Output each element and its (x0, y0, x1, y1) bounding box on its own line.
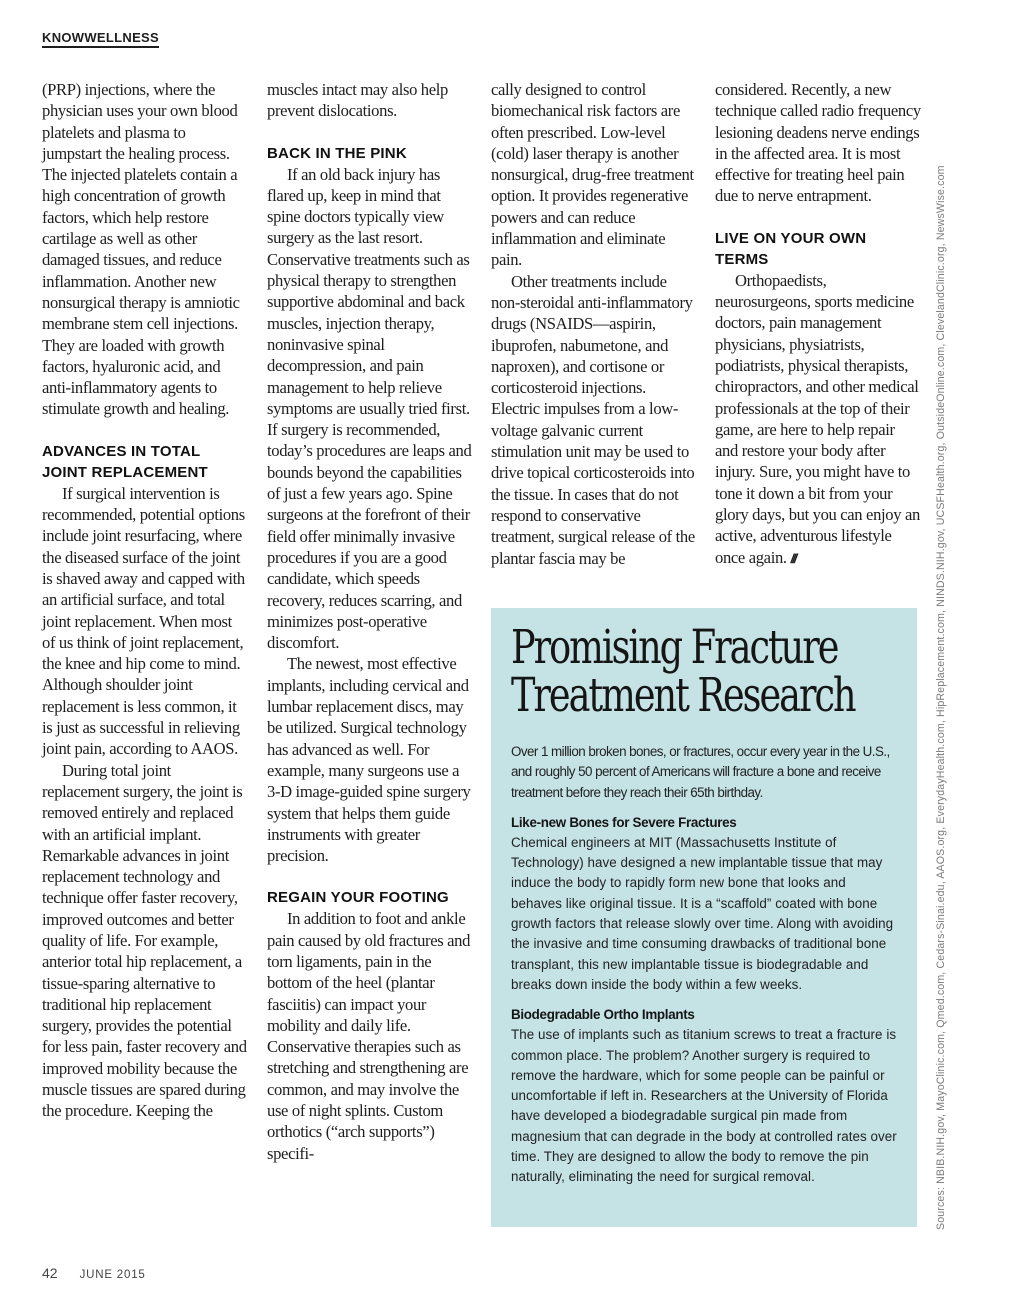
col2-paragraph-3: The newest, most effective implants, including cervical and lumbar replacement discs, may be utilized. Surgical technology has advanced as well. For example, many surgeons use a 3-D image-guided spine surgery system that helps them guide instruments with greater precision. (267, 654, 471, 866)
col1-paragraph-1: (PRP) injections, where the physician uses your own blood platelets and plasma to jumpstart the healing process. The injected platelets contain a high concentration of growth factors, which help restore cartilage as well as other damaged tissues, and reduce inflammation. Another new nonsurgical therapy is amniotic membrane stem cell injections. They are loaded with growth factors, hyaluronic acid, and anti-inflammatory agents to stimulate growth and healing. (42, 80, 240, 419)
col2-paragraph-1: muscles intact may also help prevent dislocations. (267, 80, 448, 121)
sidebar-paragraph-1: Chemical engineers at MIT (Massachusetts Institute of Technology) have designed a new implantable tissue that may induce the body to rapidly form new bone that looks and behaves like original tissue. It is a “scaffold” coated with bone growth factors that release slowly over time. Along with avoiding the invasive and time consuming drawbacks of traditional bone transplant, this new implantable tissue is biodegradable and breaks down inside the body within a few weeks. (511, 834, 894, 992)
col3-paragraph-2: Other treatments include non-steroidal anti-inflammatory drugs (NSAIDS—aspirin, ibuprofen, nabumetone, and naproxen), and cortisone or corticosteroid injections. Electric impulses from a low-voltage galvanic current stimulation unit may be used to drive topical corticosteroids into the tissue. In cases that do not respond to conservative treatment, surgical release of the plantar fascia may be (491, 271, 695, 568)
sources-credit: Sources: NBIB.NIH.gov, MayoClinic.com, Qmed.com, Cedars-Sinai.edu, AAOS.org, EverydayHealth.com, HipReplacement.com, NINDS.NIH.gov, UCSFHealth.org, OutsideOnline.com, ClevelandClinic.org, NewsWise.com (935, 165, 947, 1230)
page-footer (42, 1265, 146, 1283)
sidebar-paragraph-2: The use of implants such as titanium screws to treat a fracture is common place. The problem? Another surgery is required to remove the hardware, which for some people can be painful or uncomfortable if left in. Researchers at the University of Florida have developed a biodegradable surgical pin made from magnesium that can degrade in the body at controlled rates over time. They are designed to allow the body to remove the pin naturally, eliminating the need for surgical removal. (511, 1027, 897, 1185)
article-column-3 (491, 79, 697, 569)
article-column-1 (42, 79, 248, 1122)
fracture-research-sidebar (491, 608, 917, 1227)
sidebar-title-line-1: Promising Fracture (511, 620, 838, 675)
page-number: 42 (42, 1265, 58, 1281)
heading-advances-joint-replacement: ADVANCES IN TOTAL JOINT REPLACEMENT (42, 442, 208, 481)
col1-paragraph-3: During total joint replacement surgery, the joint is removed entirely and replaced with an artificial implant. Remarkable advances in joint replacement technology and technique offer faster recovery, improved outcomes and better quality of life. For example, anterior total hip replacement, a tissue-sparing alternative to traditional hip replacement surgery, provides the potential for less pain, faster recovery and improved mobility because the muscle tissues are spared during the procedure. Keeping the (42, 760, 247, 1121)
heading-regain-your-footing: REGAIN YOUR FOOTING (267, 889, 449, 907)
issue-date: JUNE 2015 (79, 1269, 146, 1281)
article-column-2 (267, 79, 473, 1164)
section-tag-know: KNOW (42, 30, 85, 45)
heading-live-on-your-own-terms: LIVE ON YOUR OWN TERMS (715, 229, 867, 268)
heading-back-in-the-pink: BACK IN THE PINK (267, 144, 407, 162)
col4-paragraph-2-text: Orthopaedists, neurosurgeons, sports medicine doctors, pain management physicians, physiatrists, podiatrists, physical therapists, chiropractors, and other medical professionals at the top of their game, are here to help repair and restore your body after injury. Sure, you might have to tone it down a bit from your glory days, but you can enjoy an active, adventurous lifestyle once again. (715, 270, 920, 567)
sidebar-heading-like-new-bones: Like-new Bones for Severe Fractures (511, 814, 737, 830)
col3-paragraph-1: cally designed to control biomechanical risk factors are often prescribed. Low-level (cold) laser therapy is another nonsurgical, drug-free treatment option. It provides regenerative powers and can reduce inflammation and eliminate pain. (491, 80, 694, 270)
sidebar-title-line-2: Treatment Research (511, 668, 855, 723)
col4-paragraph-2 (715, 270, 921, 569)
col2-paragraph-4: In addition to foot and ankle pain caused by old fractures and torn ligaments, pain in the bottom of the heel (plantar fasciitis) can impact your mobility and daily life. Conservative therapies such as stretching and strengthening are common, and may involve the use of night splints. Custom orthotics (“arch supports”) specifi- (267, 909, 471, 1163)
col1-paragraph-2: If surgical intervention is recommended, potential options include joint resurfacing, where the diseased surface of the joint is shaved away and capped with an artificial surface, and total joint replacement. When most of us think of joint replacement, the knee and hip come to mind. Although shoulder joint replacement is less common, it is just as successful in relieving joint pain, according to AAOS. (42, 483, 245, 759)
section-tag (42, 30, 159, 48)
sidebar-title (511, 620, 870, 730)
sidebar-intro: Over 1 million broken bones, or fractures, occur every year in the U.S., and roughly 50 percent of Americans will fracture a bone and receive treatment before they reach their 65th birthday. (511, 744, 890, 800)
col2-paragraph-2: If an old back injury has flared up, keep in mind that spine doctors typically view surgery as the last resort. Conservative treatments such as physical therapy to strengthen supportive abdominal and back muscles, injection therapy, noninvasive spinal decompression, and pain management to help relieve symptoms are usually tried first. If surgery is recommended, today’s procedures are leaps and bounds beyond the capabilities of just a few years ago. Spine surgeons at the forefront of their field offer minimally invasive procedures if you are a good candidate, which speeds recovery, reduces scarring, and minimizes post-operative discomfort. (267, 164, 472, 653)
end-mark-icon: /// (790, 550, 796, 566)
section-tag-wellness: WELLNESS (84, 30, 159, 45)
sidebar-heading-biodegradable-implants: Biodegradable Ortho Implants (511, 1007, 695, 1023)
article-column-4 (715, 79, 921, 569)
col4-paragraph-1: considered. Recently, a new technique called radio frequency lesioning deadens nerve endings in the affected area. It is most effective for treating heel pain due to nerve entrapment. (715, 80, 921, 206)
